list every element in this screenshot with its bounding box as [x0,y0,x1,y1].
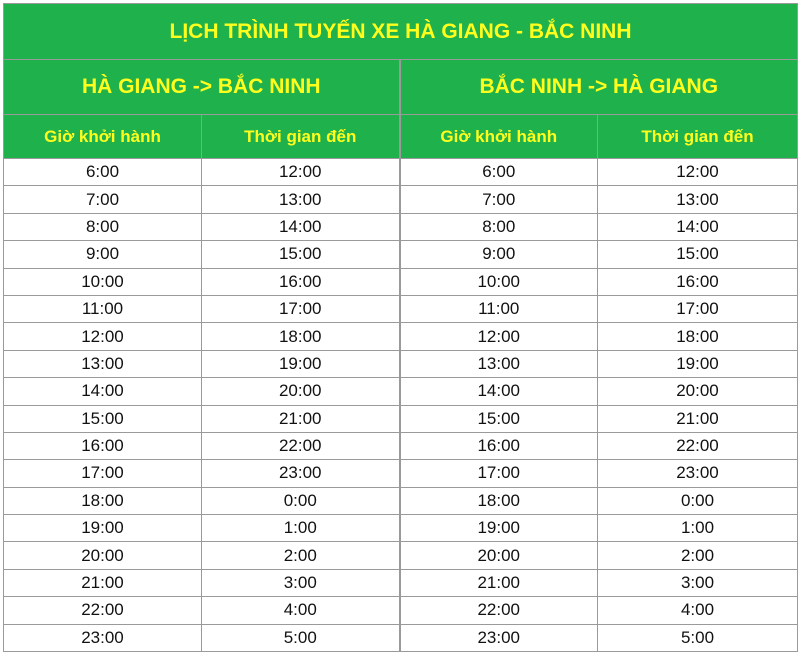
depart-time-cell: 17:00 [400,460,598,487]
depart-time-cell: 19:00 [400,515,598,542]
arrive-time-cell: 0:00 [202,487,400,514]
table-row [4,432,798,459]
depart-time-cell: 14:00 [4,378,202,405]
arrive-time-cell: 5:00 [598,624,798,651]
arrive-time-cell: 23:00 [598,460,798,487]
arrive-time-cell: 21:00 [598,405,798,432]
depart-time-cell: 11:00 [400,295,598,322]
table-row [4,323,798,350]
column-header-arrive: Thời gian đến [598,115,798,159]
table-row [4,213,798,240]
arrive-time-cell: 20:00 [202,378,400,405]
depart-time-cell: 17:00 [4,460,202,487]
arrive-time-cell: 16:00 [598,268,798,295]
depart-time-cell: 15:00 [400,405,598,432]
depart-time-cell: 13:00 [4,350,202,377]
arrive-time-cell: 2:00 [202,542,400,569]
arrive-time-cell: 15:00 [202,241,400,268]
table-row [4,241,798,268]
table-row [4,268,798,295]
table-row [4,624,798,651]
arrive-time-cell: 17:00 [598,295,798,322]
depart-time-cell: 11:00 [4,295,202,322]
depart-time-cell: 7:00 [400,186,598,213]
depart-time-cell: 14:00 [400,378,598,405]
depart-time-cell: 7:00 [4,186,202,213]
arrive-time-cell: 19:00 [202,350,400,377]
table-row [4,487,798,514]
depart-time-cell: 9:00 [4,241,202,268]
table-row [4,186,798,213]
arrive-time-cell: 22:00 [598,432,798,459]
schedule-table [3,3,798,652]
table-title: LỊCH TRÌNH TUYẾN XE HÀ GIANG - BẮC NINH [4,4,798,60]
depart-time-cell: 12:00 [400,323,598,350]
depart-time-cell: 16:00 [4,432,202,459]
arrive-time-cell: 17:00 [202,295,400,322]
depart-time-cell: 16:00 [400,432,598,459]
depart-time-cell: 9:00 [400,241,598,268]
arrive-time-cell: 23:00 [202,460,400,487]
depart-time-cell: 19:00 [4,515,202,542]
arrive-time-cell: 4:00 [598,597,798,624]
depart-time-cell: 13:00 [400,350,598,377]
arrive-time-cell: 3:00 [202,569,400,596]
arrive-time-cell: 3:00 [598,569,798,596]
depart-time-cell: 18:00 [400,487,598,514]
depart-time-cell: 22:00 [400,597,598,624]
table-row [4,515,798,542]
table-row [4,597,798,624]
arrive-time-cell: 12:00 [202,159,400,186]
table-row [4,350,798,377]
arrive-time-cell: 22:00 [202,432,400,459]
arrive-time-cell: 19:00 [598,350,798,377]
arrive-time-cell: 13:00 [202,186,400,213]
depart-time-cell: 21:00 [400,569,598,596]
arrive-time-cell: 14:00 [202,213,400,240]
depart-time-cell: 8:00 [4,213,202,240]
depart-time-cell: 21:00 [4,569,202,596]
arrive-time-cell: 0:00 [598,487,798,514]
arrive-time-cell: 12:00 [598,159,798,186]
table-row [4,569,798,596]
depart-time-cell: 20:00 [400,542,598,569]
arrive-time-cell: 1:00 [598,515,798,542]
column-header-depart: Giờ khởi hành [4,115,202,159]
column-header-arrive: Thời gian đến [202,115,400,159]
depart-time-cell: 6:00 [400,159,598,186]
direction-header-bacninh-hagiang: BẮC NINH -> HÀ GIANG [400,60,798,115]
depart-time-cell: 10:00 [400,268,598,295]
arrive-time-cell: 18:00 [598,323,798,350]
depart-time-cell: 15:00 [4,405,202,432]
arrive-time-cell: 2:00 [598,542,798,569]
arrive-time-cell: 21:00 [202,405,400,432]
arrive-time-cell: 13:00 [598,186,798,213]
depart-time-cell: 20:00 [4,542,202,569]
arrive-time-cell: 4:00 [202,597,400,624]
depart-time-cell: 12:00 [4,323,202,350]
arrive-time-cell: 14:00 [598,213,798,240]
arrive-time-cell: 5:00 [202,624,400,651]
arrive-time-cell: 15:00 [598,241,798,268]
depart-time-cell: 23:00 [4,624,202,651]
table-row [4,542,798,569]
depart-time-cell: 18:00 [4,487,202,514]
arrive-time-cell: 16:00 [202,268,400,295]
table-row [4,378,798,405]
arrive-time-cell: 1:00 [202,515,400,542]
schedule-container [3,3,797,652]
arrive-time-cell: 20:00 [598,378,798,405]
direction-header-hagiang-bacninh: HÀ GIANG -> BẮC NINH [4,60,400,115]
depart-time-cell: 23:00 [400,624,598,651]
depart-time-cell: 22:00 [4,597,202,624]
table-row [4,460,798,487]
table-row [4,405,798,432]
table-row [4,295,798,322]
column-header-depart: Giờ khởi hành [400,115,598,159]
arrive-time-cell: 18:00 [202,323,400,350]
depart-time-cell: 10:00 [4,268,202,295]
depart-time-cell: 8:00 [400,213,598,240]
depart-time-cell: 6:00 [4,159,202,186]
table-row [4,159,798,186]
schedule-body [4,159,798,652]
